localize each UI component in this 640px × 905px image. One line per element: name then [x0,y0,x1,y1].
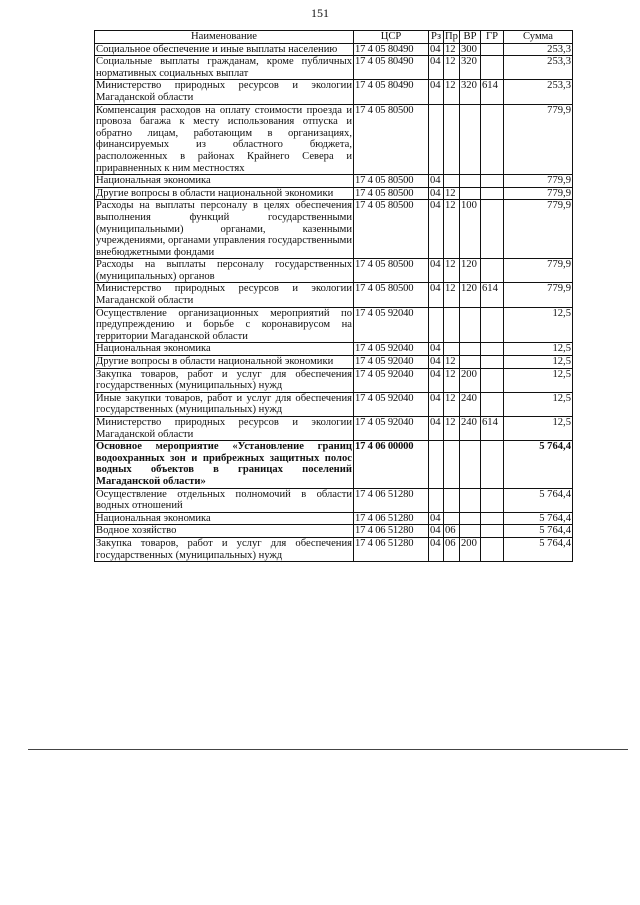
cell-name: Министерство природных ресурсов и экологии Магаданской области [96,417,352,440]
cell-gr [481,200,504,259]
cell-csr: 17 4 05 80500 [354,259,429,283]
cell-sum: 779,9 [504,283,573,307]
cell-sum: 12,5 [504,356,573,369]
cell-pr: 12 [444,43,460,56]
cell-sum: 5 764,4 [504,512,573,525]
cell-gr [481,368,504,392]
cell-rz: 04 [429,43,444,56]
cell-rz [429,441,444,488]
table-row [95,537,573,561]
cell-sum: 253,3 [504,56,573,80]
cell-name: Компенсация расходов на оплату стоимости проезда и провоза багажа к месту использования отпуска и обратно лицам, работающим в организациях, финансируемых из областного бюджета, расположенных в районах Крайнего Севера и приравненных к ним местностях [96,104,352,174]
cell-vr: 300 [460,43,481,56]
header-gr: ГР [481,31,504,44]
cell-gr [481,307,504,343]
cell-vr [460,488,481,512]
cell-rz: 04 [429,187,444,200]
cell-rz: 04 [429,80,444,104]
cell-gr [481,537,504,561]
cell-sum: 5 764,4 [504,537,573,561]
cell-rz: 04 [429,175,444,188]
cell-pr [444,175,460,188]
cell-pr: 12 [444,417,460,441]
table-row [95,392,573,416]
cell-vr [460,441,481,488]
header-csr: ЦСР [354,31,429,44]
table-row [95,343,573,356]
cell-vr [460,187,481,200]
cell-gr [481,488,504,512]
cell-sum: 12,5 [504,392,573,416]
cell-vr [460,356,481,369]
cell-csr: 17 4 05 80500 [354,187,429,200]
cell-rz: 04 [429,525,444,538]
cell-sum: 779,9 [504,104,573,175]
cell-name: Национальная экономика [95,175,354,188]
cell-rz: 04 [429,200,444,259]
cell-pr: 12 [444,200,460,259]
cell-pr: 12 [444,283,460,307]
cell-name: Другие вопросы в области национальной экономики [95,187,354,200]
cell-name: Основное мероприятие «Установление границ водоохранных зон и прибрежных защитных полос водных объектов в границах поселений Магаданской области» [96,441,352,487]
cell-sum: 779,9 [504,175,573,188]
cell-gr [481,187,504,200]
budget-table [94,30,573,562]
table-row [95,441,573,488]
cell-rz: 04 [429,537,444,561]
table-row [95,525,573,538]
cell-pr [444,307,460,343]
table-row [95,368,573,392]
table-row [95,417,573,441]
cell-rz: 04 [429,512,444,525]
cell-rz: 04 [429,259,444,283]
cell-csr: 17 4 05 92040 [354,356,429,369]
cell-name: Осуществление организационных мероприятий по предупреждению и борьбе с коронавирусом на территории Магаданской области [96,307,352,342]
cell-gr: 614 [481,283,504,307]
cell-rz: 04 [429,343,444,356]
cell-name: Социальное обеспечение и иные выплаты населению [95,43,354,56]
cell-rz: 04 [429,368,444,392]
cell-csr: 17 4 05 80500 [354,283,429,307]
cell-sum: 12,5 [504,343,573,356]
cell-csr: 17 4 06 51280 [354,525,429,538]
cell-vr [460,512,481,525]
cell-name: Министерство природных ресурсов и экологии Магаданской области [96,80,352,103]
cell-vr: 120 [460,283,481,307]
cell-vr: 240 [460,392,481,416]
header-pr: Пр [445,31,458,42]
cell-gr: 614 [481,417,504,441]
cell-vr: 200 [460,368,481,392]
cell-gr [481,175,504,188]
table-row [95,104,573,175]
cell-csr: 17 4 05 80490 [354,80,429,104]
cell-vr [460,525,481,538]
cell-vr: 240 [460,417,481,441]
cell-gr [481,525,504,538]
cell-gr: 614 [481,80,504,104]
cell-vr: 120 [460,259,481,283]
cell-csr: 17 4 06 51280 [354,537,429,561]
cell-pr: 12 [444,392,460,416]
cell-vr: 320 [460,56,481,80]
cell-vr [460,343,481,356]
bottom-divider [28,749,628,750]
cell-gr [481,343,504,356]
cell-pr [444,343,460,356]
cell-pr [444,441,460,488]
cell-vr: 100 [460,200,481,259]
cell-gr [481,56,504,80]
cell-gr [481,441,504,488]
table-row [95,80,573,104]
cell-name: Закупка товаров, работ и услуг для обеспечения государственных (муниципальных) нужд [96,368,352,392]
cell-rz: 04 [429,356,444,369]
cell-name: Министерство природных ресурсов и экологии Магаданской области [96,283,352,307]
table-row [95,56,573,80]
cell-sum: 12,5 [504,307,573,343]
cell-pr: 12 [444,356,460,369]
cell-rz [429,307,444,343]
cell-gr [481,512,504,525]
cell-vr: 200 [460,537,481,561]
cell-rz [429,104,444,175]
header-rz: Рз [429,31,444,44]
header-name: Наименование [95,31,354,44]
cell-pr: 12 [444,259,460,283]
cell-sum: 779,9 [504,259,573,283]
table-row [95,512,573,525]
table-row [95,43,573,56]
cell-sum: 253,3 [504,80,573,104]
cell-pr: 06 [444,537,460,561]
cell-name: Расходы на выплаты персоналу в целях обеспечения выполнения функций государственными (муниципальными) органами, казенными учреждениями, органами управления государственными внебюджетными фондами [96,200,352,258]
table-row [95,200,573,259]
cell-csr: 17 4 05 80490 [354,43,429,56]
cell-csr: 17 4 05 92040 [354,417,429,441]
cell-pr: 12 [444,56,460,80]
cell-pr: 12 [444,368,460,392]
table-row [95,283,573,307]
cell-rz: 04 [429,417,444,441]
cell-pr [444,512,460,525]
cell-csr: 17 4 05 92040 [354,392,429,416]
cell-pr [444,488,460,512]
cell-csr: 17 4 05 80500 [354,200,429,259]
cell-name: Водное хозяйство [95,525,354,538]
cell-name: Другие вопросы в области национальной экономики [95,356,354,369]
cell-name: Иные закупки товаров, работ и услуг для обеспечения государственных (муниципальных) нужд [96,392,352,416]
cell-gr [481,104,504,175]
cell-gr [481,392,504,416]
cell-csr: 17 4 05 80500 [354,104,429,175]
cell-vr [460,104,481,175]
cell-vr [460,307,481,343]
cell-name: Национальная экономика [95,512,354,525]
cell-pr: 12 [444,187,460,200]
cell-sum: 5 764,4 [504,441,573,488]
cell-csr: 17 4 05 92040 [354,307,429,343]
cell-rz: 04 [429,56,444,80]
cell-pr: 12 [444,80,460,104]
cell-name: Закупка товаров, работ и услуг для обеспечения государственных (муниципальных) нужд [96,537,352,561]
cell-csr: 17 4 06 51280 [354,488,429,512]
cell-pr [444,104,460,175]
cell-sum: 779,9 [504,187,573,200]
table-row [95,175,573,188]
cell-sum: 5 764,4 [504,525,573,538]
cell-name: Социальные выплаты гражданам, кроме публичных нормативных социальных выплат [96,56,352,79]
cell-sum: 12,5 [504,417,573,441]
cell-name: Расходы на выплаты персоналу государственных (муниципальных) органов [96,259,352,282]
cell-name: Осуществление отдельных полномочий в области водных отношений [96,488,352,512]
cell-rz [429,488,444,512]
header-vr: ВР [460,31,481,44]
cell-sum: 253,3 [504,43,573,56]
table-header-row [95,31,573,44]
cell-gr [481,43,504,56]
table-row [95,488,573,512]
cell-csr: 17 4 05 92040 [354,343,429,356]
cell-vr: 320 [460,80,481,104]
cell-csr: 17 4 05 80500 [354,175,429,188]
table-row [95,259,573,283]
cell-csr: 17 4 05 92040 [354,368,429,392]
cell-sum: 5 764,4 [504,488,573,512]
cell-gr [481,356,504,369]
cell-sum: 12,5 [504,368,573,392]
table-row [95,187,573,200]
cell-pr: 06 [444,525,460,538]
cell-csr: 17 4 05 80490 [354,56,429,80]
cell-rz: 04 [429,283,444,307]
header-sum: Сумма [504,31,573,44]
page-number: 151 [311,6,329,20]
table-row [95,307,573,343]
table-row [95,356,573,369]
cell-name: Национальная экономика [95,343,354,356]
cell-rz: 04 [429,392,444,416]
cell-csr: 17 4 06 00000 [354,441,429,488]
cell-gr [481,259,504,283]
cell-vr [460,175,481,188]
table-body [95,43,573,562]
cell-csr: 17 4 06 51280 [354,512,429,525]
cell-sum: 779,9 [504,200,573,259]
